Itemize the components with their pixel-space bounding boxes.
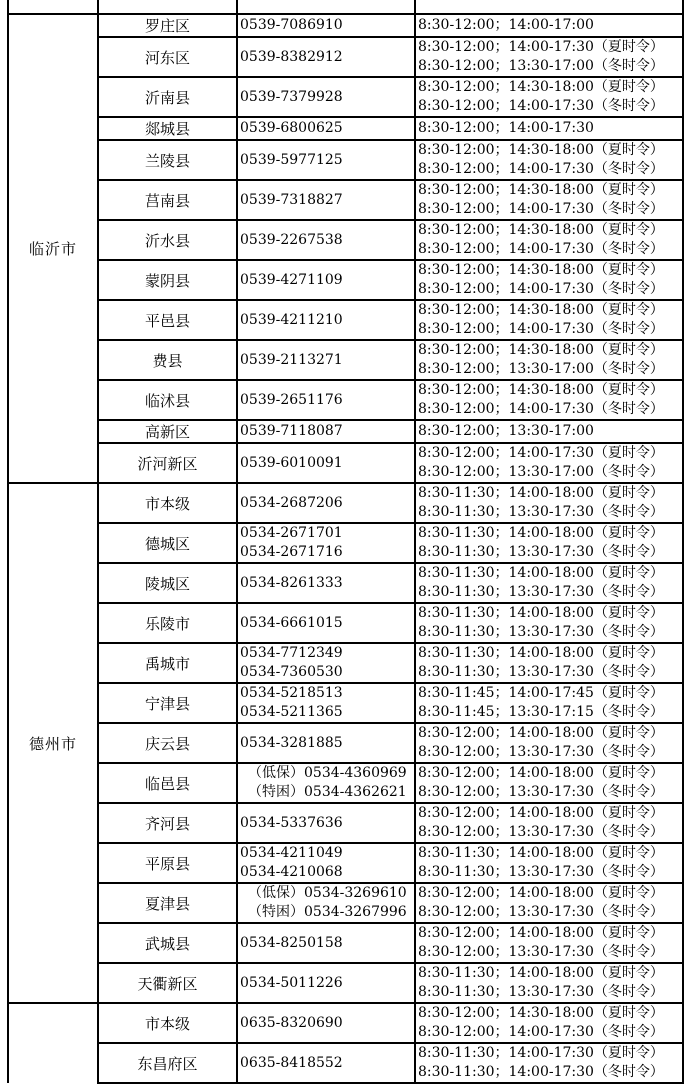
phone-cell bbox=[237, 37, 415, 77]
table-row bbox=[8, 643, 683, 683]
phone-number: 0534-8261333 bbox=[240, 574, 343, 591]
phone-cell bbox=[237, 140, 415, 180]
city-cell: 临沂市 bbox=[8, 14, 98, 483]
table-row bbox=[8, 523, 683, 563]
phone-number: 0534-5211365 bbox=[240, 704, 343, 720]
table-row bbox=[8, 260, 683, 300]
office-hours: 8:30-12:00；14:00-18:00（夏时令） bbox=[418, 725, 664, 741]
phone-cell bbox=[237, 77, 415, 117]
table-row bbox=[8, 180, 683, 220]
hours-cell bbox=[415, 723, 683, 763]
phone-cell bbox=[237, 523, 415, 563]
office-hours: 8:30-12:00；14:30-18:00（夏时令） bbox=[418, 342, 664, 358]
county-cell: 高新区 bbox=[98, 420, 237, 443]
office-hours: 8:30-12:00；14:00-17:30（冬时令） bbox=[418, 321, 664, 337]
table-row bbox=[8, 420, 683, 443]
office-hours: 8:30-12:00；14:00-18:00（夏时令） bbox=[418, 925, 664, 941]
office-hours-table bbox=[7, 0, 684, 1084]
office-hours: 8:30-12:00；13:30-17:30（冬时令） bbox=[418, 904, 664, 920]
county-cell: 罗庄区 bbox=[98, 14, 237, 37]
county-cell: 陵城区 bbox=[98, 563, 237, 603]
phone-number: 0635-8320690 bbox=[240, 1014, 343, 1031]
phone-number: 0539-7318827 bbox=[240, 191, 343, 208]
office-hours: 8:30-11:30；14:00-18:00（夏时令） bbox=[418, 605, 664, 621]
hours-cell bbox=[415, 603, 683, 643]
office-hours: 8:30-12:00；14:00-17:30（冬时令） bbox=[418, 1024, 664, 1040]
county-cell: 齐河县 bbox=[98, 803, 237, 843]
county-cell: 武城县 bbox=[98, 923, 237, 963]
phone-cell bbox=[237, 180, 415, 220]
county-cell: 沂河新区 bbox=[98, 443, 237, 483]
office-hours: 8:30-11:30；13:30-17:30（冬时令） bbox=[418, 864, 664, 880]
phone-cell bbox=[237, 443, 415, 483]
office-hours: 8:30-12:00；14:30-18:00（夏时令） bbox=[418, 382, 664, 398]
phone-number: 0539-2651176 bbox=[240, 391, 343, 408]
phone-cell bbox=[237, 380, 415, 420]
phone-number: 0539-7086910 bbox=[240, 17, 343, 33]
office-hours: 8:30-11:30；13:30-17:30（冬时令） bbox=[418, 664, 664, 680]
phone-number: 0534-5011226 bbox=[240, 974, 343, 991]
office-hours: 8:30-11:30；14:00-18:00（夏时令） bbox=[418, 565, 664, 581]
office-hours: 8:30-11:30；13:30-17:30（冬时令） bbox=[418, 544, 664, 560]
table-row bbox=[8, 1003, 683, 1043]
office-hours: 8:30-12:00；14:30-18:00（夏时令） bbox=[418, 222, 664, 238]
table-body bbox=[8, 0, 683, 1083]
phone-number: 0534-7360530 bbox=[240, 664, 343, 680]
office-hours: 8:30-11:45；13:30-17:15（冬时令） bbox=[418, 704, 664, 720]
table-row bbox=[8, 0, 683, 14]
hours-cell bbox=[415, 563, 683, 603]
office-hours: 8:30-12:00；14:00-17:30 bbox=[418, 120, 594, 136]
phone-number: 0534-3281885 bbox=[240, 734, 343, 751]
hours-cell bbox=[415, 0, 683, 14]
hours-cell bbox=[415, 523, 683, 563]
county-cell: 莒南县 bbox=[98, 180, 237, 220]
county-cell: 夏津县 bbox=[98, 883, 237, 923]
office-hours: 8:30-12:00；14:00-17:30（冬时令） bbox=[418, 201, 664, 217]
office-hours: 8:30-12:00；13:30-17:30（冬时令） bbox=[418, 784, 664, 800]
table-row bbox=[8, 923, 683, 963]
hours-cell bbox=[415, 643, 683, 683]
phone-number: 0539-7118087 bbox=[240, 423, 343, 439]
city-cell bbox=[8, 0, 98, 14]
phone-number: 0539-7379928 bbox=[240, 88, 343, 105]
hours-cell bbox=[415, 1003, 683, 1043]
table-row bbox=[8, 963, 683, 1003]
phone-number: 0539-5977125 bbox=[240, 151, 343, 168]
office-hours: 8:30-11:30；14:00-17:30（冬时令） bbox=[418, 1064, 664, 1080]
phone-number: 0539-8382912 bbox=[240, 48, 343, 65]
phone-number: 0539-2267538 bbox=[240, 231, 343, 248]
office-hours: 8:30-12:00；14:30-18:00（夏时令） bbox=[418, 302, 664, 318]
county-cell: 沂水县 bbox=[98, 220, 237, 260]
phone-cell bbox=[237, 563, 415, 603]
phone-number: 0534-2671716 bbox=[240, 544, 343, 560]
county-cell: 市本级 bbox=[98, 1003, 237, 1043]
office-hours: 8:30-12:00；13:30-17:30（冬时令） bbox=[418, 824, 664, 840]
county-cell: 禹城市 bbox=[98, 643, 237, 683]
phone-number: 0534-5337636 bbox=[240, 814, 343, 831]
county-cell: 平原县 bbox=[98, 843, 237, 883]
hours-cell bbox=[415, 77, 683, 117]
hours-cell bbox=[415, 843, 683, 883]
phone-number: （特困）0534-4362621 bbox=[248, 784, 407, 800]
phone-cell bbox=[237, 1043, 415, 1083]
hours-cell bbox=[415, 260, 683, 300]
county-cell: 兰陵县 bbox=[98, 140, 237, 180]
table-row bbox=[8, 380, 683, 420]
table-row bbox=[8, 14, 683, 37]
table-row bbox=[8, 803, 683, 843]
hours-cell bbox=[415, 803, 683, 843]
phone-number: 0534-5218513 bbox=[240, 685, 343, 701]
hours-cell bbox=[415, 220, 683, 260]
county-cell: 德城区 bbox=[98, 523, 237, 563]
hours-cell bbox=[415, 443, 683, 483]
office-hours: 8:30-11:30；13:30-17:30（冬时令） bbox=[418, 504, 664, 520]
office-hours: 8:30-11:30；14:00-18:00（夏时令） bbox=[418, 525, 664, 541]
phone-cell bbox=[237, 260, 415, 300]
county-cell: 临邑县 bbox=[98, 763, 237, 803]
hours-cell bbox=[415, 483, 683, 523]
office-hours: 8:30-12:00；14:00-18:00（夏时令） bbox=[418, 805, 664, 821]
phone-number: 0534-7712349 bbox=[240, 645, 343, 661]
hours-cell bbox=[415, 420, 683, 443]
hours-cell bbox=[415, 140, 683, 180]
office-hours: 8:30-11:30；13:30-17:30（冬时令） bbox=[418, 984, 664, 1000]
hours-cell bbox=[415, 883, 683, 923]
hours-cell bbox=[415, 923, 683, 963]
hours-cell bbox=[415, 380, 683, 420]
phone-number: （低保）0534-3269610 bbox=[248, 885, 407, 901]
phone-cell bbox=[237, 220, 415, 260]
table-row bbox=[8, 220, 683, 260]
office-hours: 8:30-12:00；14:00-17:00 bbox=[418, 17, 594, 33]
table-row bbox=[8, 723, 683, 763]
table-row bbox=[8, 483, 683, 523]
phone-cell bbox=[237, 483, 415, 523]
office-hours: 8:30-12:00；14:30-18:00（夏时令） bbox=[418, 262, 664, 278]
hours-cell bbox=[415, 37, 683, 77]
phone-number: 0534-4210068 bbox=[240, 864, 343, 880]
county-cell: 庆云县 bbox=[98, 723, 237, 763]
office-hours: 8:30-11:30；14:00-18:00（夏时令） bbox=[418, 485, 664, 501]
table-row bbox=[8, 443, 683, 483]
phone-cell bbox=[237, 0, 415, 14]
table-row bbox=[8, 883, 683, 923]
office-hours: 8:30-12:00；14:30-18:00（夏时令） bbox=[418, 182, 664, 198]
phone-cell bbox=[237, 763, 415, 803]
table-row bbox=[8, 563, 683, 603]
hours-cell bbox=[415, 763, 683, 803]
phone-number: 0534-2671701 bbox=[240, 525, 343, 541]
office-hours: 8:30-12:00；13:30-17:30（冬时令） bbox=[418, 744, 664, 760]
phone-cell bbox=[237, 1003, 415, 1043]
phone-cell bbox=[237, 803, 415, 843]
phone-cell bbox=[237, 843, 415, 883]
city-cell: 德州市 bbox=[8, 483, 98, 1003]
phone-cell bbox=[237, 643, 415, 683]
phone-number: 0534-8250158 bbox=[240, 934, 343, 951]
county-cell bbox=[98, 0, 237, 14]
office-hours: 8:30-12:00；13:30-17:00（冬时令） bbox=[418, 361, 664, 377]
office-hours bbox=[418, 0, 682, 13]
hours-cell bbox=[415, 300, 683, 340]
office-hours: 8:30-12:00；14:00-17:30（冬时令） bbox=[418, 281, 664, 297]
hours-cell bbox=[415, 1043, 683, 1083]
table-row bbox=[8, 300, 683, 340]
phone-number: （低保）0534-4360969 bbox=[248, 765, 407, 781]
phone-cell bbox=[237, 723, 415, 763]
office-hours: 8:30-12:00；14:30-18:00（夏时令） bbox=[418, 79, 664, 95]
phone-number: 0539-4211210 bbox=[240, 311, 343, 328]
county-cell: 临沭县 bbox=[98, 380, 237, 420]
phone-number: 0534-4211049 bbox=[240, 845, 343, 861]
county-cell: 郯城县 bbox=[98, 117, 237, 140]
office-hours: 8:30-11:30；14:00-17:30（夏时令） bbox=[418, 1045, 664, 1061]
phone-number: 0539-6800625 bbox=[240, 120, 343, 136]
phone-cell bbox=[237, 603, 415, 643]
county-cell: 市本级 bbox=[98, 483, 237, 523]
phone-number: 0534-2687206 bbox=[240, 494, 343, 511]
hours-cell bbox=[415, 340, 683, 380]
hours-cell bbox=[415, 117, 683, 140]
table-row bbox=[8, 683, 683, 723]
table-row bbox=[8, 140, 683, 180]
hours-cell bbox=[415, 14, 683, 37]
office-hours: 8:30-12:00；13:30-17:00 bbox=[418, 423, 594, 439]
office-hours: 8:30-11:45；14:00-17:45（夏时令） bbox=[418, 685, 664, 701]
phone-number: （特困）0534-3267996 bbox=[248, 904, 407, 920]
hours-cell bbox=[415, 963, 683, 1003]
office-hours: 8:30-12:00；14:00-17:30（夏时令） bbox=[418, 39, 664, 55]
phone-cell bbox=[237, 117, 415, 140]
phone-cell bbox=[237, 340, 415, 380]
office-hours: 8:30-12:00；14:30-18:00（夏时令） bbox=[418, 1005, 664, 1021]
phone-number: 0635-8418552 bbox=[240, 1054, 343, 1071]
county-cell: 蒙阴县 bbox=[98, 260, 237, 300]
phone-cell bbox=[237, 963, 415, 1003]
county-cell: 乐陵市 bbox=[98, 603, 237, 643]
table-row bbox=[8, 603, 683, 643]
office-hours: 8:30-12:00；14:00-18:00（夏时令） bbox=[418, 885, 664, 901]
office-hours: 8:30-12:00；14:00-18:00（夏时令） bbox=[418, 765, 664, 781]
office-hours: 8:30-12:00；14:00-17:30（冬时令） bbox=[418, 98, 664, 114]
office-hours: 8:30-12:00；14:00-17:30（冬时令） bbox=[418, 241, 664, 257]
table-row bbox=[8, 763, 683, 803]
phone-number bbox=[240, 0, 414, 13]
phone-cell bbox=[237, 14, 415, 37]
phone-number: 0534-6661015 bbox=[240, 614, 343, 631]
hours-cell bbox=[415, 683, 683, 723]
table-row bbox=[8, 37, 683, 77]
county-cell: 宁津县 bbox=[98, 683, 237, 723]
office-hours: 8:30-12:00；13:30-17:30（冬时令） bbox=[418, 944, 664, 960]
city-cell bbox=[8, 1003, 98, 1083]
office-hours: 8:30-11:30；14:00-18:00（夏时令） bbox=[418, 965, 664, 981]
office-hours: 8:30-11:30；14:00-18:00（夏时令） bbox=[418, 645, 664, 661]
county-cell: 河东区 bbox=[98, 37, 237, 77]
office-hours: 8:30-11:30；13:30-17:30（冬时令） bbox=[418, 584, 664, 600]
county-cell: 沂南县 bbox=[98, 77, 237, 117]
table-row bbox=[8, 1043, 683, 1083]
office-hours: 8:30-11:30；13:30-17:30（冬时令） bbox=[418, 624, 664, 640]
phone-number: 0539-2113271 bbox=[240, 351, 343, 368]
table-row bbox=[8, 843, 683, 883]
office-hours: 8:30-12:00；14:00-17:30（夏时令） bbox=[418, 445, 664, 461]
office-hours: 8:30-11:30；14:00-18:00（夏时令） bbox=[418, 845, 664, 861]
phone-cell bbox=[237, 923, 415, 963]
phone-cell bbox=[237, 300, 415, 340]
county-cell: 东昌府区 bbox=[98, 1043, 237, 1083]
office-hours: 8:30-12:00；13:30-17:00（冬时令） bbox=[418, 58, 664, 74]
hours-cell bbox=[415, 180, 683, 220]
table-row bbox=[8, 77, 683, 117]
office-hours: 8:30-12:00；14:30-18:00（夏时令） bbox=[418, 142, 664, 158]
table-row bbox=[8, 117, 683, 140]
county-cell: 费县 bbox=[98, 340, 237, 380]
office-hours: 8:30-12:00；13:30-17:00（冬时令） bbox=[418, 464, 664, 480]
office-hours: 8:30-12:00；14:00-17:30（冬时令） bbox=[418, 161, 664, 177]
office-hours: 8:30-12:00；14:00-17:30（冬时令） bbox=[418, 401, 664, 417]
phone-cell bbox=[237, 683, 415, 723]
table-row bbox=[8, 340, 683, 380]
county-cell: 天衢新区 bbox=[98, 963, 237, 1003]
phone-cell bbox=[237, 883, 415, 923]
phone-number: 0539-6010091 bbox=[240, 454, 343, 471]
phone-number: 0539-4271109 bbox=[240, 271, 343, 288]
county-cell: 平邑县 bbox=[98, 300, 237, 340]
phone-cell bbox=[237, 420, 415, 443]
